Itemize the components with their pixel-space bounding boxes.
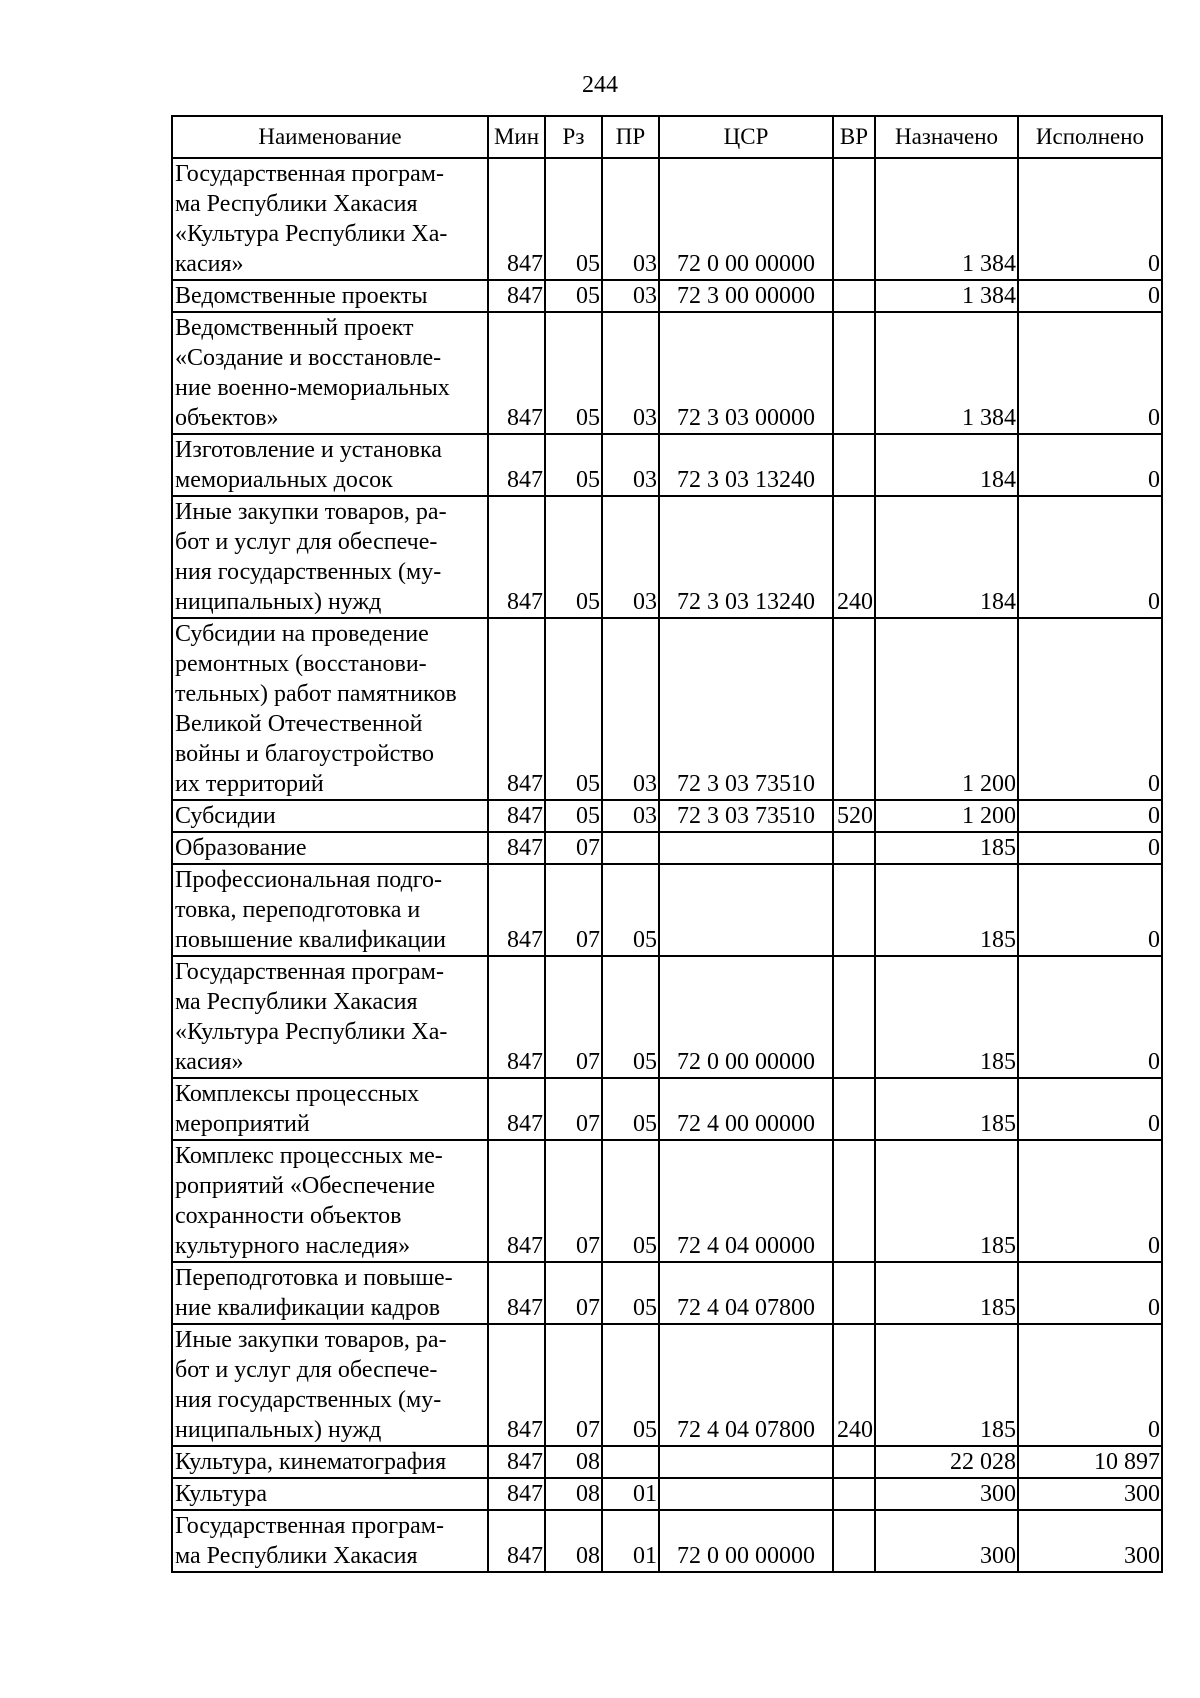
cell-vr [833, 158, 875, 280]
cell-min: 847 [488, 1446, 545, 1478]
cell-csr: 72 3 03 13240 [659, 434, 833, 496]
cell-rz: 07 [545, 1324, 602, 1446]
cell-assigned: 185 [875, 956, 1018, 1078]
table-row [172, 280, 1162, 312]
cell-executed: 0 [1018, 434, 1162, 496]
page-number: 244 [582, 72, 618, 98]
cell-executed: 300 [1018, 1510, 1162, 1572]
table-row [172, 832, 1162, 864]
cell-csr: 72 3 03 13240 [659, 496, 833, 618]
cell-assigned: 300 [875, 1510, 1018, 1572]
cell-assigned: 1 200 [875, 618, 1018, 800]
cell-min: 847 [488, 1324, 545, 1446]
table-row [172, 1140, 1162, 1262]
cell-pr: 05 [602, 864, 659, 956]
header-row [172, 116, 1162, 158]
cell-min: 847 [488, 800, 545, 832]
table-row [172, 434, 1162, 496]
table-row [172, 864, 1162, 956]
cell-assigned: 185 [875, 1140, 1018, 1262]
cell-pr: 05 [602, 1262, 659, 1324]
cell-vr [833, 618, 875, 800]
cell-vr: 240 [833, 1324, 875, 1446]
table-row [172, 1324, 1162, 1446]
cell-csr [659, 832, 833, 864]
cell-min: 847 [488, 434, 545, 496]
cell-min: 847 [488, 1478, 545, 1510]
cell-assigned: 1 384 [875, 158, 1018, 280]
cell-csr [659, 1478, 833, 1510]
cell-pr: 03 [602, 434, 659, 496]
cell-min: 847 [488, 312, 545, 434]
cell-rz: 08 [545, 1478, 602, 1510]
cell-name: Переподготовка и повыше- ние квалификации кадров [172, 1262, 488, 1324]
cell-assigned: 1 200 [875, 800, 1018, 832]
cell-rz: 05 [545, 280, 602, 312]
cell-csr: 72 0 00 00000 [659, 158, 833, 280]
header-csr: ЦСР [659, 116, 833, 158]
header-assigned: Назначено [875, 116, 1018, 158]
cell-min: 847 [488, 1140, 545, 1262]
cell-min: 847 [488, 158, 545, 280]
cell-pr: 03 [602, 800, 659, 832]
cell-pr: 03 [602, 618, 659, 800]
cell-min: 847 [488, 864, 545, 956]
cell-assigned: 184 [875, 434, 1018, 496]
cell-assigned: 185 [875, 832, 1018, 864]
cell-executed: 0 [1018, 280, 1162, 312]
cell-rz: 05 [545, 312, 602, 434]
cell-vr: 240 [833, 496, 875, 618]
cell-vr [833, 1510, 875, 1572]
cell-rz: 08 [545, 1510, 602, 1572]
cell-vr [833, 1140, 875, 1262]
cell-rz: 07 [545, 1140, 602, 1262]
header-rz: Рз [545, 116, 602, 158]
cell-vr [833, 864, 875, 956]
cell-assigned: 22 028 [875, 1446, 1018, 1478]
cell-vr [833, 1262, 875, 1324]
cell-csr: 72 4 04 07800 [659, 1324, 833, 1446]
cell-min: 847 [488, 1262, 545, 1324]
table-row [172, 1078, 1162, 1140]
cell-executed: 0 [1018, 158, 1162, 280]
table-row [172, 1446, 1162, 1478]
cell-pr: 03 [602, 312, 659, 434]
cell-executed: 0 [1018, 800, 1162, 832]
cell-min: 847 [488, 1510, 545, 1572]
cell-csr: 72 4 04 07800 [659, 1262, 833, 1324]
cell-rz: 07 [545, 956, 602, 1078]
table-row [172, 1478, 1162, 1510]
cell-assigned: 1 384 [875, 280, 1018, 312]
cell-executed: 0 [1018, 956, 1162, 1078]
cell-name: Образование [172, 832, 488, 864]
cell-rz: 05 [545, 800, 602, 832]
cell-min: 847 [488, 832, 545, 864]
cell-min: 847 [488, 618, 545, 800]
cell-rz: 05 [545, 618, 602, 800]
cell-pr: 01 [602, 1510, 659, 1572]
cell-name: Комплексы процессных мероприятий [172, 1078, 488, 1140]
cell-rz: 07 [545, 832, 602, 864]
cell-vr [833, 280, 875, 312]
table-row [172, 496, 1162, 618]
cell-name: Субсидии [172, 800, 488, 832]
cell-executed: 300 [1018, 1478, 1162, 1510]
cell-name: Государственная програм- ма Республики Хакасия «Культура Республики Ха- касия» [172, 956, 488, 1078]
cell-executed: 0 [1018, 312, 1162, 434]
cell-name: Ведомственный проект «Создание и восстановле- ние военно-мемориальных объектов» [172, 312, 488, 434]
cell-rz: 05 [545, 158, 602, 280]
cell-assigned: 185 [875, 1262, 1018, 1324]
cell-csr [659, 864, 833, 956]
table-row [172, 800, 1162, 832]
cell-rz: 05 [545, 496, 602, 618]
cell-min: 847 [488, 956, 545, 1078]
cell-csr: 72 3 03 73510 [659, 618, 833, 800]
table-row [172, 312, 1162, 434]
table-body [172, 158, 1162, 1572]
table-row [172, 1510, 1162, 1572]
cell-pr: 03 [602, 496, 659, 618]
header-executed: Исполнено [1018, 116, 1162, 158]
cell-vr [833, 956, 875, 1078]
cell-csr: 72 3 03 00000 [659, 312, 833, 434]
cell-vr [833, 1446, 875, 1478]
header-pr: ПР [602, 116, 659, 158]
cell-vr [833, 434, 875, 496]
cell-rz: 07 [545, 864, 602, 956]
cell-pr: 05 [602, 956, 659, 1078]
cell-name: Культура, кинематография [172, 1446, 488, 1478]
cell-executed: 0 [1018, 618, 1162, 800]
cell-executed: 0 [1018, 1262, 1162, 1324]
cell-executed: 0 [1018, 864, 1162, 956]
cell-vr [833, 1078, 875, 1140]
cell-pr: 05 [602, 1140, 659, 1262]
cell-rz: 08 [545, 1446, 602, 1478]
cell-min: 847 [488, 496, 545, 618]
table-row [172, 618, 1162, 800]
cell-pr: 03 [602, 158, 659, 280]
cell-csr [659, 1446, 833, 1478]
table-row [172, 158, 1162, 280]
budget-table [171, 115, 1163, 1573]
cell-csr: 72 3 00 00000 [659, 280, 833, 312]
cell-executed: 0 [1018, 1140, 1162, 1262]
header-min: Мин [488, 116, 545, 158]
cell-name: Культура [172, 1478, 488, 1510]
cell-executed: 0 [1018, 1324, 1162, 1446]
cell-name: Государственная програм- ма Республики Хакасия «Культура Республики Ха- касия» [172, 158, 488, 280]
cell-min: 847 [488, 1078, 545, 1140]
cell-csr: 72 4 04 00000 [659, 1140, 833, 1262]
cell-pr [602, 1446, 659, 1478]
cell-name: Изготовление и установка мемориальных досок [172, 434, 488, 496]
cell-min: 847 [488, 280, 545, 312]
cell-pr: 05 [602, 1324, 659, 1446]
cell-assigned: 184 [875, 496, 1018, 618]
cell-assigned: 185 [875, 1324, 1018, 1446]
cell-assigned: 185 [875, 1078, 1018, 1140]
cell-vr: 520 [833, 800, 875, 832]
cell-csr: 72 3 03 73510 [659, 800, 833, 832]
cell-csr: 72 0 00 00000 [659, 956, 833, 1078]
cell-rz: 07 [545, 1078, 602, 1140]
cell-assigned: 1 384 [875, 312, 1018, 434]
cell-name: Субсидии на проведение ремонтных (восстанови- тельных) работ памятников Великой Отечественной войны и благоустройство их территорий [172, 618, 488, 800]
cell-executed: 0 [1018, 832, 1162, 864]
table-row [172, 956, 1162, 1078]
header-vr: ВР [833, 116, 875, 158]
cell-name: Государственная програм- ма Республики Хакасия [172, 1510, 488, 1572]
cell-name: Ведомственные проекты [172, 280, 488, 312]
header-name: Наименование [172, 116, 488, 158]
cell-rz: 07 [545, 1262, 602, 1324]
cell-executed: 0 [1018, 1078, 1162, 1140]
cell-pr: 05 [602, 1078, 659, 1140]
cell-pr [602, 832, 659, 864]
cell-csr: 72 0 00 00000 [659, 1510, 833, 1572]
table-row [172, 1262, 1162, 1324]
cell-name: Иные закупки товаров, ра- бот и услуг для обеспече- ния государственных (му- ниципальных) нужд [172, 496, 488, 618]
cell-csr: 72 4 00 00000 [659, 1078, 833, 1140]
cell-name: Комплекс процессных ме- роприятий «Обеспечение сохранности объектов культурного наследия» [172, 1140, 488, 1262]
cell-vr [833, 312, 875, 434]
cell-vr [833, 832, 875, 864]
cell-name: Профессиональная подго- товка, переподготовка и повышение квалификации [172, 864, 488, 956]
cell-pr: 01 [602, 1478, 659, 1510]
cell-executed: 0 [1018, 496, 1162, 618]
cell-assigned: 185 [875, 864, 1018, 956]
cell-vr [833, 1478, 875, 1510]
cell-rz: 05 [545, 434, 602, 496]
cell-assigned: 300 [875, 1478, 1018, 1510]
cell-pr: 03 [602, 280, 659, 312]
cell-name: Иные закупки товаров, ра- бот и услуг для обеспече- ния государственных (му- ниципальных) нужд [172, 1324, 488, 1446]
cell-executed: 10 897 [1018, 1446, 1162, 1478]
